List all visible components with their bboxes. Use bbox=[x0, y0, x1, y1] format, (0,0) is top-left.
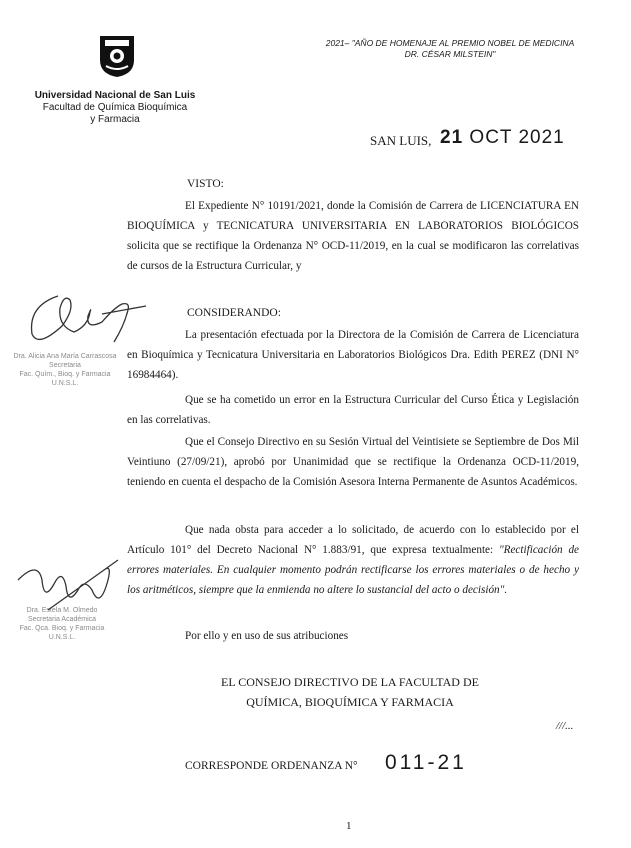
ordinance-number: 011-21 bbox=[385, 751, 467, 774]
visto-paragraph: El Expediente N° 10191/2021, donde la Comisión de Carrera de LICENCIATURA EN BIOQUÍMICA y TECNICATURA UNIVERSITARIA EN LABORATORIOS BIOLÓGICOS solicita que se rectifique la Ordenanza N° OCD-11/2019, en la cual se modificaron las correlativas de cursos de la Estructura Curricular, y bbox=[127, 200, 579, 272]
date-day: 21 bbox=[440, 127, 464, 148]
considerando-paragraph-1: La presentación efectuada por la Directora de la Comisión de Carrera de Licenciatura en Bioquímica y Tecnicatura Universitaria en Laboratorios Biológicos Dra. Edith PEREZ (DNI N° 16984464). bbox=[127, 329, 579, 381]
year-note bbox=[300, 38, 600, 60]
ordinance-label: CORRESPONDE ORDENANZA N° bbox=[185, 760, 358, 772]
year-note-line-2: DR. CÉSAR MILSTEIN" bbox=[404, 49, 496, 59]
closing-line: Por ello y en uso de sus atribuciones bbox=[185, 630, 349, 642]
date-year: 2021 bbox=[518, 127, 565, 148]
visto-heading: VISTO: bbox=[187, 178, 224, 190]
stamp-1-line-4: U.N.S.L. bbox=[51, 380, 79, 387]
stamp-2-line-1: Dra. Estela M. Olmedo bbox=[26, 607, 98, 614]
signature-1 bbox=[18, 286, 158, 356]
council-line-1: EL CONSEJO DIRECTIVO DE LA FACULTAD DE bbox=[221, 675, 479, 689]
stamp-2-line-3: Fac. Qca. Bioq. y Farmacia bbox=[19, 625, 105, 632]
council-heading bbox=[200, 672, 500, 712]
continuation-mark: ///... bbox=[556, 720, 574, 732]
stamp-1-line-2: Secretaria bbox=[49, 362, 81, 369]
considerando-heading: CONSIDERANDO: bbox=[187, 307, 281, 319]
place-label: SAN LUIS, bbox=[370, 133, 432, 148]
faculty-line-1: Facultad de Química Bioquímica bbox=[42, 102, 188, 113]
considerando-paragraph-2: Que se ha cometido un error en la Estructura Curricular del Curso Ética y Legislación en las correlativas. bbox=[127, 394, 579, 426]
stamp-1-line-1: Dra. Alicia Ana María Carrascosa bbox=[13, 353, 117, 360]
university-block bbox=[10, 90, 220, 126]
legal-quote: "Rectificación de errores materiales. En cualquier momento podrán rectificarse los errores materiales o de hecho y los aritméticos, siempre que la enmienda no altere lo sustancial del acto o decisión". bbox=[127, 544, 580, 596]
considerando-paragraph-3: Que el Consejo Directivo en su Sesión Virtual del Veintisiete se Septiembre de Dos Mil Veintiuno (27/09/21), aprobó por Unanimidad que se rectifique la Ordenanza OCD-11/2019, teniendo en cuenta el despacho de la Comisión Asesora Interna Permanente de Asuntos Académicos. bbox=[127, 436, 579, 488]
university-name: Universidad Nacional de San Luis bbox=[34, 90, 196, 101]
faculty-line-2: y Farmacia bbox=[90, 114, 140, 125]
stamp-1-line-3: Fac. Quím., Bioq. y Farmacia bbox=[19, 371, 111, 378]
council-line-2: QUÍMICA, BIOQUÍMICA Y FARMACIA bbox=[246, 695, 454, 709]
legal-intro: Que nada obsta para acceder a lo solicitado, de acuerdo con lo establecido por el Artículo 101° del Decreto Nacional N° 1.883/91, que expresa textualmente: bbox=[127, 524, 579, 556]
signature-2 bbox=[8, 550, 128, 630]
legal-paragraph bbox=[127, 520, 579, 600]
university-logo bbox=[98, 34, 136, 78]
stamp-2-line-4: U.N.S.L. bbox=[48, 634, 76, 641]
page-number: 1 bbox=[346, 820, 352, 832]
stamp-2-line-2: Secretaria Académica bbox=[27, 616, 97, 623]
date-stamp bbox=[440, 127, 565, 149]
secretary-stamp-1 bbox=[10, 352, 120, 388]
year-note-line-1: 2021– "AÑO DE HOMENAJE AL PREMIO NOBEL DE MEDICINA bbox=[325, 38, 575, 48]
date-month: OCT bbox=[469, 127, 513, 148]
